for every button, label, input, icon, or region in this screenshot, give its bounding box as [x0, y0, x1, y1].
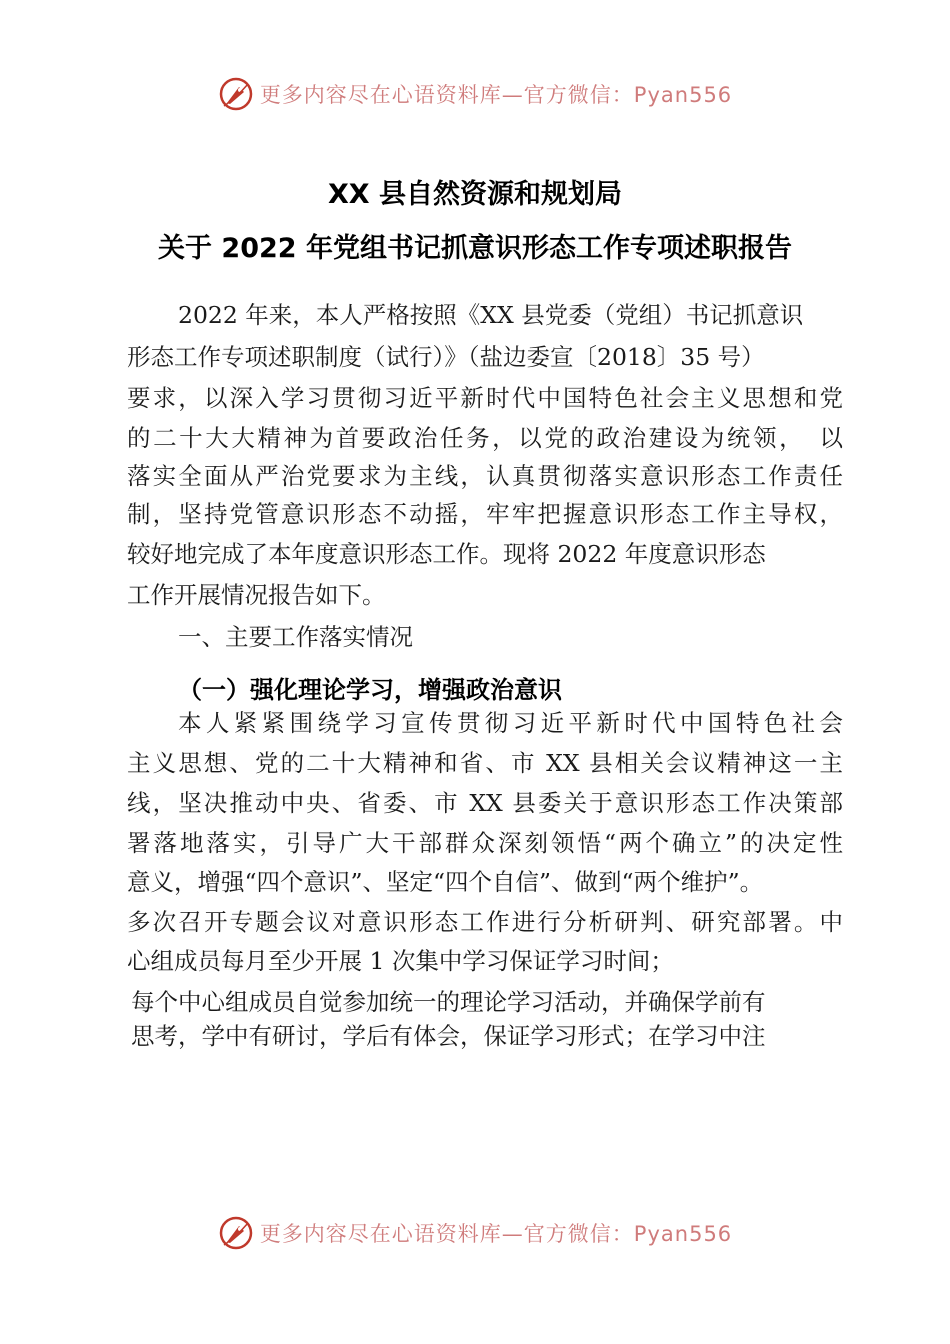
paragraph-line: 思考，学中有研讨，学后有体会，保证学习形式；在学习中注: [131, 1022, 766, 1050]
paragraph-line: 落实全面从严治党要求为主线，认真贯彻落实意识形态工作责任: [127, 462, 843, 490]
section-heading: 一、主要工作落实情况: [178, 623, 413, 651]
paragraph-line: 线，坚决推动中央、省委、市 XX 县委关于意识形态工作决策部: [127, 789, 843, 817]
paragraph-line: 的二十大大精神为首要政治任务，以党的政治建设为统领， 以: [127, 424, 843, 452]
paragraph-line: 本人紧紧围绕学习宣传贯彻习近平新时代中国特色社会: [178, 709, 843, 737]
paragraph-line: 工作开展情况报告如下。: [127, 581, 386, 609]
paragraph-line: 多次召开专题会议对意识形态工作进行分析研判、研究部署。中: [127, 908, 843, 936]
watermark-text: 更多内容尽在心语资料库—官方微信：Pyan556: [259, 1222, 733, 1246]
paragraph-line: 心组成员每月至少开展 1 次集中学习保证学习时间；: [127, 947, 674, 975]
watermark-text: 更多内容尽在心语资料库—官方微信：Pyan556: [259, 83, 733, 107]
paragraph-line: 意义，增强“四个意识”、坚定“四个自信”、做到“两个维护”。: [127, 868, 764, 896]
paragraph-line: 制，坚持党管意识形态不动摇，牢牢把握意识形态工作主导权，: [127, 500, 843, 528]
paragraph-line: 每个中心组成员自觉参加统一的理论学习活动，并确保学前有: [131, 988, 766, 1016]
subsection-heading: （一）强化理论学习，增强政治意识: [178, 676, 562, 704]
document-title-line-1: XX 县自然资源和规划局: [327, 179, 623, 210]
paragraph-line: 署落地落实，引导广大干部群众深刻领悟“两个确立”的决定性: [127, 829, 843, 857]
paragraph-line: 2022 年来，本人严格按照《XX 县党委（党组）书记抓意识: [178, 301, 804, 329]
header-watermark: [0, 72, 950, 116]
paragraph-line: 较好地完成了本年度意识形态工作。现将 2022 年度意识形态: [127, 540, 766, 568]
footer-watermark: [0, 1211, 950, 1255]
pen-nib-logo-icon: [218, 76, 254, 112]
paragraph-line: 要求，以深入学习贯彻习近平新时代中国特色社会主义思想和党: [127, 384, 843, 412]
document-title-line-2: 关于 2022 年党组书记抓意识形态工作专项述职报告: [158, 233, 792, 264]
paragraph-line: 形态工作专项述职制度（试行）》（盐边委宣〔2018〕35 号）: [127, 343, 765, 371]
paragraph-line: 主义思想、党的二十大精神和省、市 XX 县相关会议精神这一主: [127, 749, 843, 777]
pen-nib-logo-icon: [218, 1215, 254, 1251]
